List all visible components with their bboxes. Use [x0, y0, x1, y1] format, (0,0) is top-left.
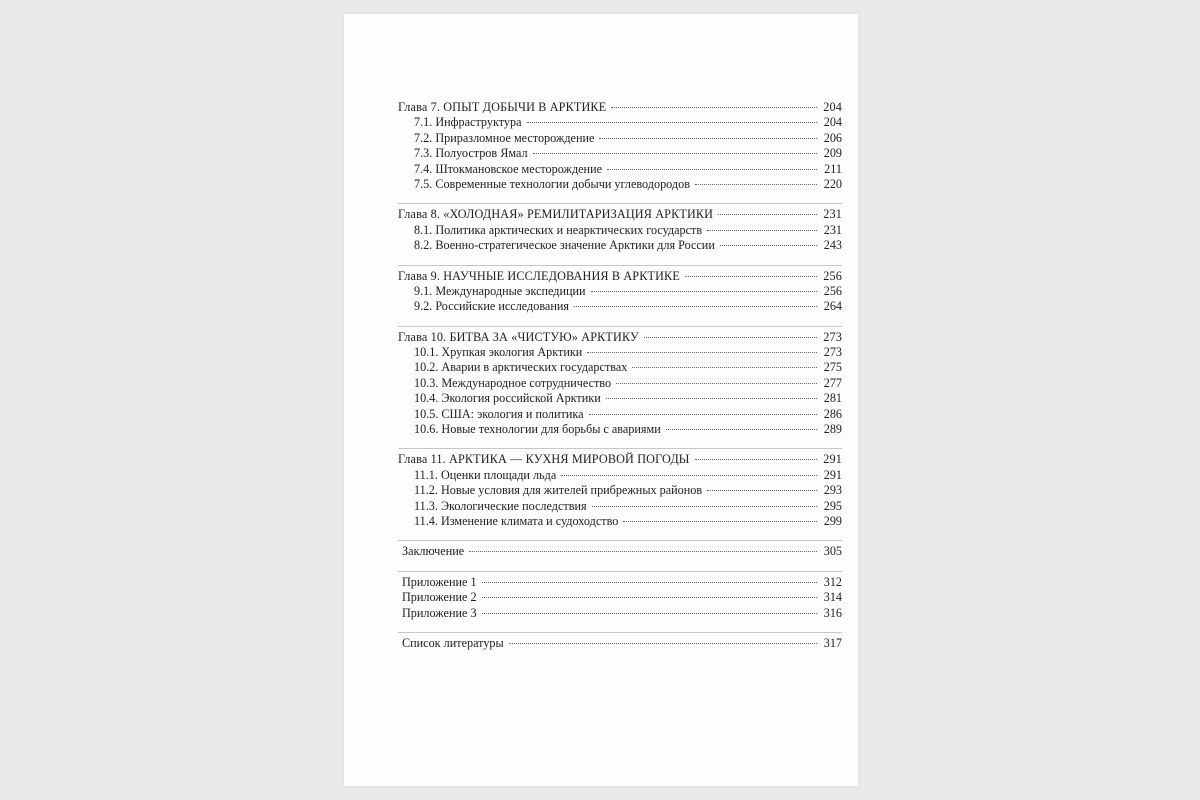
toc-entry-title: 10.2. Аварии в арктических государствах [414, 360, 628, 375]
toc-entry-title: 10.1. Хрупкая экология Арктики [414, 345, 583, 360]
toc-gap [398, 437, 842, 446]
toc-page-number: 264 [823, 299, 842, 314]
toc-gap [398, 254, 842, 263]
toc-section-row [398, 299, 842, 314]
toc-page-number: 209 [823, 146, 842, 161]
toc-entry-title: Список литературы [402, 635, 504, 650]
toc-chapter-row [398, 100, 842, 115]
toc-chapter-row [398, 269, 842, 284]
toc-page-number: 295 [823, 498, 842, 513]
toc-dot-leader [469, 551, 817, 552]
toc-dot-leader [632, 367, 817, 368]
toc-entry-title: Приложение 2 [402, 590, 477, 605]
toc-divider [398, 632, 842, 633]
toc-page-number: 291 [823, 467, 842, 482]
toc-entry-title: Глава 11. АРКТИКА — КУХНЯ МИРОВОЙ ПОГОДЫ [398, 452, 690, 467]
toc-entry-title: 7.4. Штокмановское месторождение [414, 161, 603, 176]
book-page [344, 14, 858, 786]
toc-gap [398, 192, 842, 201]
toc-section-row [398, 284, 842, 299]
toc-gap [398, 529, 842, 538]
toc-entry-title: 7.1. Инфраструктура [414, 115, 522, 130]
toc-entry-title: 7.5. Современные технологии добычи углеводородов [414, 176, 690, 191]
toc-entry-title: 7.3. Полуостров Ямал [414, 146, 528, 161]
toc-page-number: 204 [823, 100, 842, 114]
toc-dot-leader [482, 597, 817, 598]
toc-entry-title: 11.3. Экологические последствия [414, 498, 587, 513]
toc-dot-leader [561, 475, 817, 476]
toc-page-number: 231 [823, 207, 842, 222]
toc-chapter-row [398, 452, 842, 467]
toc-section-row [398, 162, 842, 177]
toc-divider [398, 326, 842, 327]
toc-entry-row [398, 544, 842, 559]
toc-page-number: 316 [823, 605, 842, 620]
toc-page-number: 293 [823, 483, 842, 498]
toc-entry-title: 9.1. Международные экспедиции [414, 283, 586, 298]
toc-entry-title: Заключение [402, 544, 465, 559]
toc-entry-title: 8.2. Военно-стратегическое значение Арктики для России [414, 238, 715, 253]
toc-entry-row [398, 636, 842, 651]
toc-page-number: 231 [823, 222, 842, 237]
toc-section-row [398, 238, 842, 253]
toc-entry-row [398, 575, 842, 590]
toc-entry-title: 10.3. Международное сотрудничество [414, 375, 612, 390]
toc-page-number: 204 [823, 115, 842, 130]
toc-section-row [398, 499, 842, 514]
toc-gap [398, 621, 842, 630]
toc-dot-leader [589, 414, 817, 415]
toc-section-row [398, 483, 842, 498]
toc-dot-leader [623, 521, 817, 522]
toc-section-row [398, 360, 842, 375]
toc-page-number: 256 [823, 283, 842, 298]
toc-dot-leader [718, 214, 817, 215]
toc-page-number: 273 [823, 345, 842, 360]
toc-dot-leader [606, 398, 817, 399]
toc-entry-title: 11.1. Оценки площади льда [414, 467, 557, 482]
toc-dot-leader [707, 490, 817, 491]
toc-entry-title: Приложение 3 [402, 605, 477, 620]
toc-section-row [398, 345, 842, 360]
toc-entry-title: Глава 10. БИТВА ЗА «ЧИСТУЮ» АРКТИКУ [398, 329, 639, 344]
toc-dot-leader [616, 383, 817, 384]
toc-dot-leader [599, 138, 817, 139]
toc-entry-title: 11.2. Новые условия для жителей прибрежных районов [414, 483, 703, 498]
toc-entry-title: 10.4. Экология российской Арктики [414, 391, 601, 406]
toc-dot-leader [644, 337, 817, 338]
toc-chapter-row [398, 207, 842, 222]
toc-entry-title: 10.6. Новые технологии для борьбы с авариями [414, 422, 661, 437]
toc-dot-leader [685, 276, 817, 277]
toc-page-number: 211 [824, 161, 842, 176]
toc-page-number: 206 [823, 130, 842, 145]
toc-section-row [398, 115, 842, 130]
toc-entry-title: Глава 8. «ХОЛОДНАЯ» РЕМИЛИТАРИЗАЦИЯ АРКТИКИ [398, 207, 714, 222]
toc-entry-title: 8.1. Политика арктических и неарктических государств [414, 222, 703, 237]
toc-dot-leader [611, 107, 817, 108]
toc-section-row [398, 223, 842, 238]
toc-page-number: 281 [823, 391, 842, 406]
toc-page-number: 277 [823, 375, 842, 390]
toc-chapter-row [398, 330, 842, 345]
toc-page-number: 243 [823, 238, 842, 253]
toc-dot-leader [527, 122, 818, 123]
toc-page-number: 291 [823, 452, 842, 467]
toc-section-row [398, 376, 842, 391]
toc-section-row [398, 407, 842, 422]
toc-section-row [398, 514, 842, 529]
toc-page-number: 289 [823, 422, 842, 437]
toc-dot-leader [695, 184, 817, 185]
toc-dot-leader [707, 230, 817, 231]
toc-dot-leader [720, 245, 817, 246]
toc-dot-leader [482, 613, 817, 614]
toc-dot-leader [695, 459, 817, 460]
toc-page-number: 273 [823, 329, 842, 344]
toc-entry-row [398, 590, 842, 605]
toc-page-number: 275 [823, 360, 842, 375]
toc-dot-leader [533, 153, 817, 154]
toc-section-row [398, 146, 842, 161]
toc-gap [398, 560, 842, 569]
toc-page-number: 256 [823, 268, 842, 283]
toc-entry-title: 9.2. Российские исследования [414, 299, 569, 314]
table-of-contents [398, 100, 842, 651]
toc-entry-title: 10.5. США: экология и политика [414, 406, 584, 421]
toc-entry-title: Глава 7. ОПЫТ ДОБЫЧИ В АРКТИКЕ [398, 100, 607, 114]
toc-section-row [398, 391, 842, 406]
toc-divider [398, 448, 842, 449]
toc-dot-leader [666, 429, 817, 430]
toc-dot-leader [592, 506, 817, 507]
toc-entry-title: 11.4. Изменение климата и судоходство [414, 513, 619, 528]
toc-page-number: 220 [823, 176, 842, 191]
toc-dot-leader [574, 306, 817, 307]
toc-page-number: 305 [823, 544, 842, 559]
toc-page-number: 317 [823, 635, 842, 650]
toc-dot-leader [482, 582, 817, 583]
toc-entry-row [398, 606, 842, 621]
toc-entry-title: Глава 9. НАУЧНЫЕ ИССЛЕДОВАНИЯ В АРКТИКЕ [398, 268, 680, 283]
toc-divider [398, 265, 842, 266]
toc-section-row [398, 468, 842, 483]
toc-section-row [398, 422, 842, 437]
toc-dot-leader [591, 291, 817, 292]
toc-divider [398, 203, 842, 204]
toc-page-number: 312 [823, 574, 842, 589]
toc-page-number: 299 [823, 513, 842, 528]
toc-dot-leader [587, 352, 817, 353]
toc-dot-leader [607, 169, 817, 170]
toc-entry-title: 7.2. Приразломное месторождение [414, 130, 595, 145]
toc-page-number: 314 [823, 590, 842, 605]
toc-section-row [398, 131, 842, 146]
toc-entry-title: Приложение 1 [402, 574, 477, 589]
toc-divider [398, 571, 842, 572]
toc-gap [398, 315, 842, 324]
toc-page-number: 286 [823, 406, 842, 421]
toc-divider [398, 540, 842, 541]
toc-dot-leader [509, 643, 817, 644]
toc-section-row [398, 177, 842, 192]
